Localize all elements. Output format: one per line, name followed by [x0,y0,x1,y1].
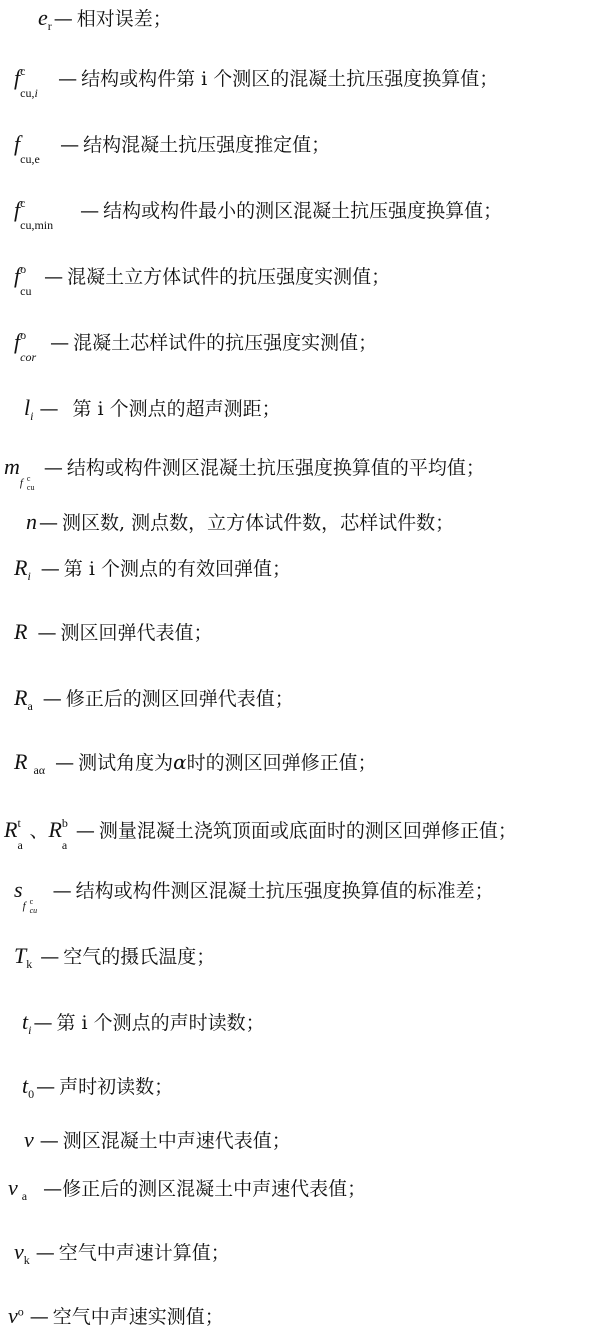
symbol-superscript: o [17,1304,24,1319]
dash: — [40,558,60,580]
description: 结构或构件测区混凝土抗压强度换算值的标准差； [75,880,494,902]
symbol-subscript: 0 [28,1086,35,1101]
symbol: m [4,454,20,479]
description: 混凝土芯样试件的抗压强度实测值； [73,332,378,354]
dash: — [43,1178,63,1200]
symbol-entry-ri [14,556,291,581]
symbol-subscript: i [27,568,31,583]
subscript-f: f [19,477,23,489]
description: 声时初读数； [59,1076,174,1098]
description-prefix: 测试角度为 [78,752,174,774]
symbol-entry-focu [14,262,391,298]
symbol-entry-v [24,1128,291,1153]
symbol-entry-fccu-min [14,196,503,232]
symbol: R [4,817,18,842]
dash: — [39,398,59,420]
dash: — [39,512,58,534]
dash: — [39,1130,59,1152]
dash: — [52,880,72,902]
symbol-subscript-italic: i [34,86,38,100]
symbol: f [14,197,21,222]
dash: — [55,752,75,774]
dash: — [75,820,95,842]
symbol-subscript: cu,e [20,152,40,166]
symbol: f [14,263,21,288]
symbol: T [14,943,27,968]
symbol-superscript: c [20,64,26,78]
description: 相对误差； [76,8,172,30]
dash: — [43,457,63,479]
description: 第 i 个测点的声时读数； [56,1012,265,1034]
symbol: t [22,1009,29,1034]
symbol-superscript: t [17,816,21,830]
dash: — [29,1306,49,1328]
description: 测区数, 测点数，立方体试件数，芯样试件数； [62,512,455,534]
symbol-entry-n [26,510,454,535]
symbol-entry-er [38,6,172,31]
description-suffix: 时的测区回弹修正值； [186,752,377,774]
symbol-subscript: i [30,408,34,423]
description: 修正后的测区回弹代表值； [65,688,294,710]
symbol-subscript: k [26,956,33,971]
symbol-2-subscript: a [61,838,68,852]
symbol: f [14,329,21,354]
description: 空气中声速计算值； [58,1242,230,1264]
symbol-entry-vk [14,1240,230,1265]
symbol-entry-rta-rba [4,816,517,852]
dash: — [35,1242,55,1264]
symbol: s [14,877,23,902]
symbol-subscript: k [23,1252,30,1267]
symbol: t [22,1073,29,1098]
dash: — [36,1076,56,1098]
description: 第 i 个测点的超声测距； [72,398,281,420]
description: 混凝土立方体试件的抗压强度实测值； [67,266,391,288]
dash: — [33,1012,53,1034]
symbol-entry-r [14,620,212,645]
description: 测区混凝土中声速代表值； [62,1130,291,1152]
symbol-entry-vo [8,1304,224,1329]
symbol-subscript: i [28,1022,32,1037]
symbol-subscript: cor [20,350,37,364]
symbol: v [8,1303,18,1328]
symbol-entry-fccu-i [14,64,499,100]
subscript-f-subscript: cu [29,906,38,915]
symbol-2: R [48,817,62,842]
symbol: v [24,1127,34,1152]
dash: — [58,68,78,90]
symbol: v [14,1239,24,1264]
symbol-entry-tk [14,944,215,969]
symbol: R [14,555,28,580]
description: 测量混凝土浇筑顶面或底面时的测区回弹修正值； [98,820,517,842]
dash: — [44,266,64,288]
symbol-subscript: cu, [20,86,35,100]
symbol: R [14,619,28,644]
alpha-symbol: α [173,750,187,774]
symbol-entry-t0 [22,1074,173,1099]
symbol: v [8,1175,18,1200]
description: 结构或构件测区混凝土抗压强度换算值的平均值； [66,457,485,479]
dash: — [60,134,80,156]
symbol: R [14,685,28,710]
dash: — [37,622,57,644]
dash: — [42,688,62,710]
symbol-entry-ra [14,686,294,711]
description: 结构混凝土抗压强度推定值； [83,134,331,156]
dash: — [50,332,70,354]
symbol: f [14,65,21,90]
symbol-entry-va [8,1176,366,1201]
symbol-subscript: a [17,838,23,852]
symbol-subscript: aα [33,762,46,777]
symbol-subscript: cu [20,284,32,298]
description: 测区回弹代表值； [60,622,213,644]
symbol-entry-ti [22,1010,265,1035]
dash: — [53,8,73,30]
dash: — [40,946,60,968]
symbol-2-superscript: b [61,816,68,830]
description: 空气中声速实测值； [52,1306,224,1328]
description: 空气的摄氏温度； [63,946,216,968]
symbol: R [14,749,28,774]
symbol: l [24,395,31,420]
symbol-subscript: a [21,1188,28,1203]
subscript-f-superscript: c [29,897,34,906]
symbol-entry-focor [14,328,378,364]
symbol-entry-raalpha [14,750,377,775]
subscript-f-subscript: cu [26,483,35,492]
symbol-superscript: c [20,196,26,210]
symbol-superscript: o [20,262,27,276]
subscript-f-superscript: c [26,474,31,483]
description: 结构或构件最小的测区混凝土抗压强度换算值； [103,200,503,222]
symbol-subscript: cu,min [20,218,54,232]
symbol-entry-sfcu [14,877,494,915]
symbol-superscript: o [20,328,27,342]
dash: — [80,200,100,222]
symbol-subscript: a [27,698,33,713]
symbol-entry-fcu-e [14,131,331,166]
description: 第 i 个测点的有效回弹值； [63,558,291,580]
separator: 、 [29,820,49,842]
symbol-entry-li [24,396,281,421]
symbol: f [14,131,21,156]
symbol-subscript: r [47,18,52,33]
symbol: n [26,509,37,534]
description: 结构或构件第 i 个测区的混凝土抗压强度换算值； [81,68,499,90]
symbol: e [38,5,48,30]
symbol-entry-mfcu [4,454,485,492]
subscript-f: f [22,900,26,912]
description: 修正后的测区混凝土中声速代表值； [62,1178,367,1200]
